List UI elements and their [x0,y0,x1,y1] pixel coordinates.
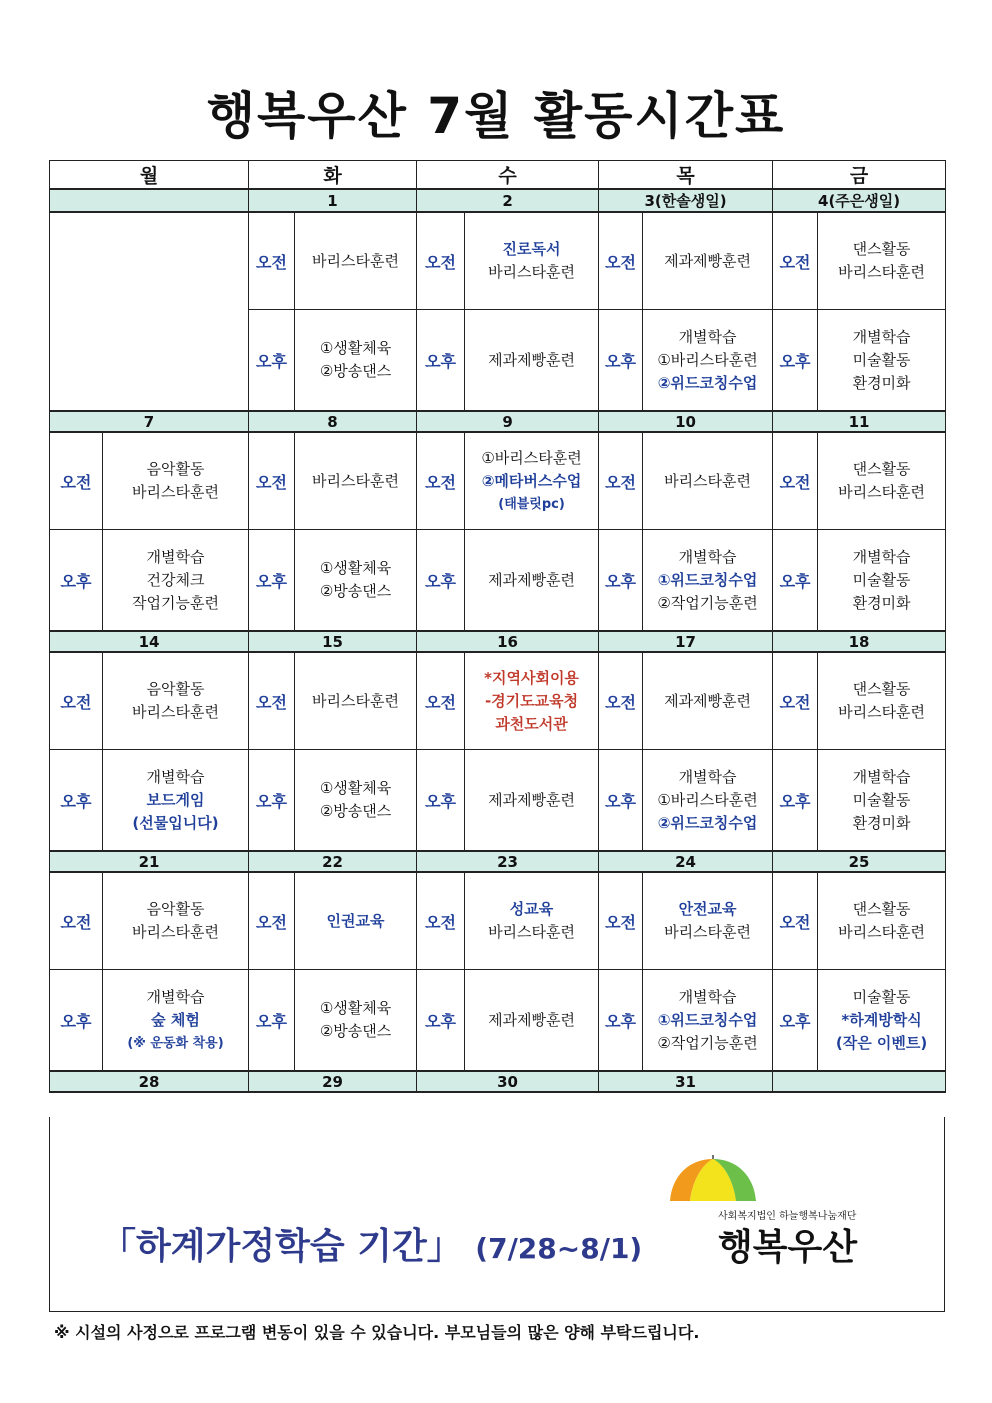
activity-cell [818,970,946,1072]
activity-line: 바리스타훈련 [664,471,752,490]
activity-line: 개별학습 [146,767,205,786]
activity-cell [818,310,946,412]
activity-cell [465,872,599,970]
activity-line: 바리스타훈련 [312,691,399,710]
slot-label-am: 오전 [599,872,643,970]
activity-line: 댄스활동 [852,240,911,258]
page-title: 행복우산 7월 활동시간표 [206,87,786,145]
activity-line: 음악활동 [146,460,205,478]
activity-line: 바리스타훈련 [132,703,219,721]
activity-line: 개별학습 [678,767,737,786]
day-header: 금 [773,161,946,190]
activity-cell [465,530,599,632]
activity-line: 댄스활동 [852,900,911,918]
activity-line: 바리스타훈련 [488,263,576,281]
activity-line: 댄스활동 [852,680,911,698]
slot-label-pm: 오후 [249,310,295,412]
activity-line: 바리스타훈련 [838,703,926,721]
activity-line: 댄스활동 [852,460,911,478]
date-cell: 2 [417,189,599,212]
activity-cell [295,652,417,750]
slot-label-pm: 오후 [417,310,465,412]
activity-cell [465,432,599,530]
slot-row-am [50,212,946,310]
activity-cell [295,432,417,530]
slot-label-pm: 오후 [599,530,643,632]
date-cell: 15 [249,631,417,652]
day-header: 월 [50,161,249,190]
logo-org-name: 사회복지법인 하늘행복나눔재단 [718,1211,857,1222]
date-cell: 4(주은생일) [773,189,946,212]
activity-line: 환경미화 [852,593,911,612]
date-cell: 18 [773,631,946,652]
activity-line: *지역사회이용 [484,668,579,687]
activity-line: ①위드코칭수업 [657,1010,758,1029]
date-cell: 25 [773,851,946,872]
slot-label-pm: 오후 [599,310,643,412]
activity-line: (※ 운동화 착용) [127,1035,224,1051]
activity-line: ②방송댄스 [319,582,392,600]
activity-cell [643,310,773,412]
activity-cell [465,212,599,310]
activity-cell [643,652,773,750]
slot-label-pm: 오후 [773,970,818,1072]
activity-line: 제과제빵훈련 [664,691,752,710]
activity-cell [103,652,249,750]
activity-line: 작업기능훈련 [132,593,219,612]
activity-cell [818,212,946,310]
slot-label-am: 오전 [417,652,465,750]
activity-line: 개별학습 [852,327,911,346]
logo [668,1155,878,1268]
activity-line: 인권교육 [326,911,385,930]
activity-line: 음악활동 [146,680,205,698]
activity-line: ②방송댄스 [319,362,392,380]
activity-line: 바리스타훈련 [838,263,926,281]
activity-line: ②작업기능훈련 [657,1033,758,1052]
activity-line: 제과제빵훈련 [664,251,752,270]
activity-line: 개별학습 [678,987,737,1006]
activity-cell [295,970,417,1072]
date-cell: 14 [50,631,249,652]
activity-cell [465,310,599,412]
slot-label-pm: 오후 [417,750,465,852]
slot-row-pm [50,530,946,632]
slot-label-pm: 오후 [599,970,643,1072]
slot-label-am: 오전 [249,212,295,310]
date-cell: 23 [417,851,599,872]
activity-line: 개별학습 [852,547,911,566]
activity-cell [643,432,773,530]
date-cell: 17 [599,631,773,652]
slot-label-am: 오전 [773,212,818,310]
day-header: 목 [599,161,773,190]
date-cell: 11 [773,411,946,432]
activity-line: 바리스타훈련 [488,923,576,941]
activity-line: 안전교육 [678,900,737,918]
date-cell: 29 [249,1071,417,1092]
activity-line: ②메타버스수업 [481,471,582,490]
activity-line: 미술활동 [852,570,911,589]
activity-line: 보드게임 [146,790,205,809]
slot-label-pm: 오후 [417,530,465,632]
activity-line: 제과제빵훈련 [488,570,576,589]
slot-row-am [50,872,946,970]
activity-cell [103,970,249,1072]
activity-cell [465,652,599,750]
activity-line: 바리스타훈련 [312,471,399,490]
activity-line: 제과제빵훈련 [488,350,576,369]
activity-line: -경기도교육청 [484,691,579,710]
day-header: 화 [249,161,417,190]
date-cell: 28 [50,1071,249,1092]
activity-line: 바리스타훈련 [132,483,219,501]
vacation-title: 「하계가정학습 기간」 [100,1226,463,1267]
activity-cell [465,970,599,1072]
activity-line: 미술활동 [852,350,911,369]
slot-label-pm: 오후 [249,530,295,632]
activity-line: ①바리스타훈련 [657,350,758,369]
date-cell: 16 [417,631,599,652]
slot-label-pm: 오후 [249,750,295,852]
slot-label-am: 오전 [249,432,295,530]
activity-line: *하계방학식 [841,1010,922,1029]
slot-label-pm: 오후 [773,750,818,852]
slot-label-am: 오전 [599,212,643,310]
slot-label-pm: 오후 [773,310,818,412]
date-cell: 10 [599,411,773,432]
slot-label-am: 오전 [773,872,818,970]
activity-line: ②위드코칭수업 [657,813,758,832]
activity-line: 바리스타훈련 [838,483,926,501]
activity-cell [295,310,417,412]
slot-label-pm: 오후 [50,750,103,852]
activity-cell [103,530,249,632]
activity-line: ②방송댄스 [319,802,392,820]
date-cell: 21 [50,851,249,872]
activity-line: 환경미화 [852,373,911,392]
activity-line: 제과제빵훈련 [488,790,576,809]
activity-line: ①바리스타훈련 [481,448,582,467]
activity-line: ②방송댄스 [319,1022,392,1040]
date-cell [773,1071,946,1092]
activity-line: 바리스타훈련 [664,923,752,941]
slot-row-pm [50,970,946,1072]
slot-label-am: 오전 [50,652,103,750]
activity-line: 개별학습 [852,767,911,786]
schedule-table [49,160,946,1093]
slot-label-am: 오전 [249,872,295,970]
activity-line: 진로독서 [502,240,561,258]
slot-label-am: 오전 [249,652,295,750]
activity-cell [818,750,946,852]
date-cell: 8 [249,411,417,432]
date-row [50,189,946,212]
logo-brand-name: 행복우산 [718,1227,858,1268]
day-header-row [50,161,946,190]
activity-line: 개별학습 [678,547,737,566]
activity-line: 음악활동 [146,900,205,918]
activity-cell [818,872,946,970]
activity-line: (태블릿pc) [498,496,565,512]
slot-label-am: 오전 [599,652,643,750]
date-cell: 3(한솔생일) [599,189,773,212]
slot-label-pm: 오후 [50,970,103,1072]
activity-line: 건강체크 [146,570,205,589]
day-header: 수 [417,161,599,190]
activity-cell [295,750,417,852]
activity-line: ①생활체육 [319,559,392,577]
activity-line: 환경미화 [852,813,911,832]
activity-line: ①생활체육 [319,779,392,797]
slot-label-pm: 오후 [50,530,103,632]
slot-label-pm: 오후 [599,750,643,852]
activity-line: (작은 이벤트) [835,1033,928,1052]
slot-label-am: 오전 [50,432,103,530]
date-cell [50,189,249,212]
activity-line: ①생활체육 [319,999,392,1017]
activity-line: 개별학습 [146,987,205,1006]
activity-cell [818,530,946,632]
activity-line: 개별학습 [146,547,205,566]
activity-line: ①생활체육 [319,339,392,357]
activity-cell [643,970,773,1072]
activity-cell [818,432,946,530]
activity-line: ②작업기능훈련 [657,593,758,612]
activity-line: ①바리스타훈련 [657,790,758,809]
slot-label-am: 오전 [417,212,465,310]
activity-line: 미술활동 [852,987,911,1006]
notice-text: ※ 시설의 사정으로 프로그램 변동이 있을 수 있습니다. 부모님들의 많은 양해 부탁드립니다. [54,1323,700,1342]
activity-cell [103,432,249,530]
date-row [50,1071,946,1092]
date-cell: 9 [417,411,599,432]
empty-cell [50,212,249,411]
activity-line: 미술활동 [852,790,911,809]
slot-label-am: 오전 [773,652,818,750]
date-row [50,851,946,872]
slot-label-pm: 오후 [773,530,818,632]
activity-cell [103,750,249,852]
activity-cell [465,750,599,852]
date-cell: 30 [417,1071,599,1092]
vacation-period [100,1218,642,1269]
activity-cell [295,872,417,970]
activity-cell [643,750,773,852]
slot-label-am: 오전 [773,432,818,530]
umbrella-icon [668,1155,758,1205]
activity-line: 바리스타훈련 [312,251,399,270]
slot-label-am: 오전 [50,872,103,970]
slot-label-am: 오전 [599,432,643,530]
activity-line: ①위드코칭수업 [657,570,758,589]
activity-line: 개별학습 [678,327,737,346]
slot-label-am: 오전 [417,872,465,970]
slot-row-am [50,652,946,750]
activity-line: 과천도서관 [495,714,568,733]
date-cell: 24 [599,851,773,872]
slot-label-am: 오전 [417,432,465,530]
activity-cell [103,872,249,970]
activity-line: 바리스타훈련 [132,923,219,941]
activity-line: ②위드코칭수업 [657,373,758,392]
slot-row-pm [50,750,946,852]
activity-cell [643,212,773,310]
activity-cell [643,530,773,632]
date-row [50,411,946,432]
date-cell: 1 [249,189,417,212]
activity-cell [295,530,417,632]
activity-cell [818,652,946,750]
date-cell: 31 [599,1071,773,1092]
slot-label-pm: 오후 [249,970,295,1072]
date-row [50,631,946,652]
activity-line: (선물입니다) [132,813,219,832]
activity-line: 숲 체험 [151,1010,200,1029]
activity-cell [643,872,773,970]
date-cell: 7 [50,411,249,432]
vacation-range: (7/28~8/1) [475,1232,643,1265]
activity-cell [295,212,417,310]
activity-line: 바리스타훈련 [838,923,926,941]
slot-row-am [50,432,946,530]
slot-label-pm: 오후 [417,970,465,1072]
activity-line: 제과제빵훈련 [488,1010,576,1029]
activity-line: 성교육 [509,900,554,918]
date-cell: 22 [249,851,417,872]
